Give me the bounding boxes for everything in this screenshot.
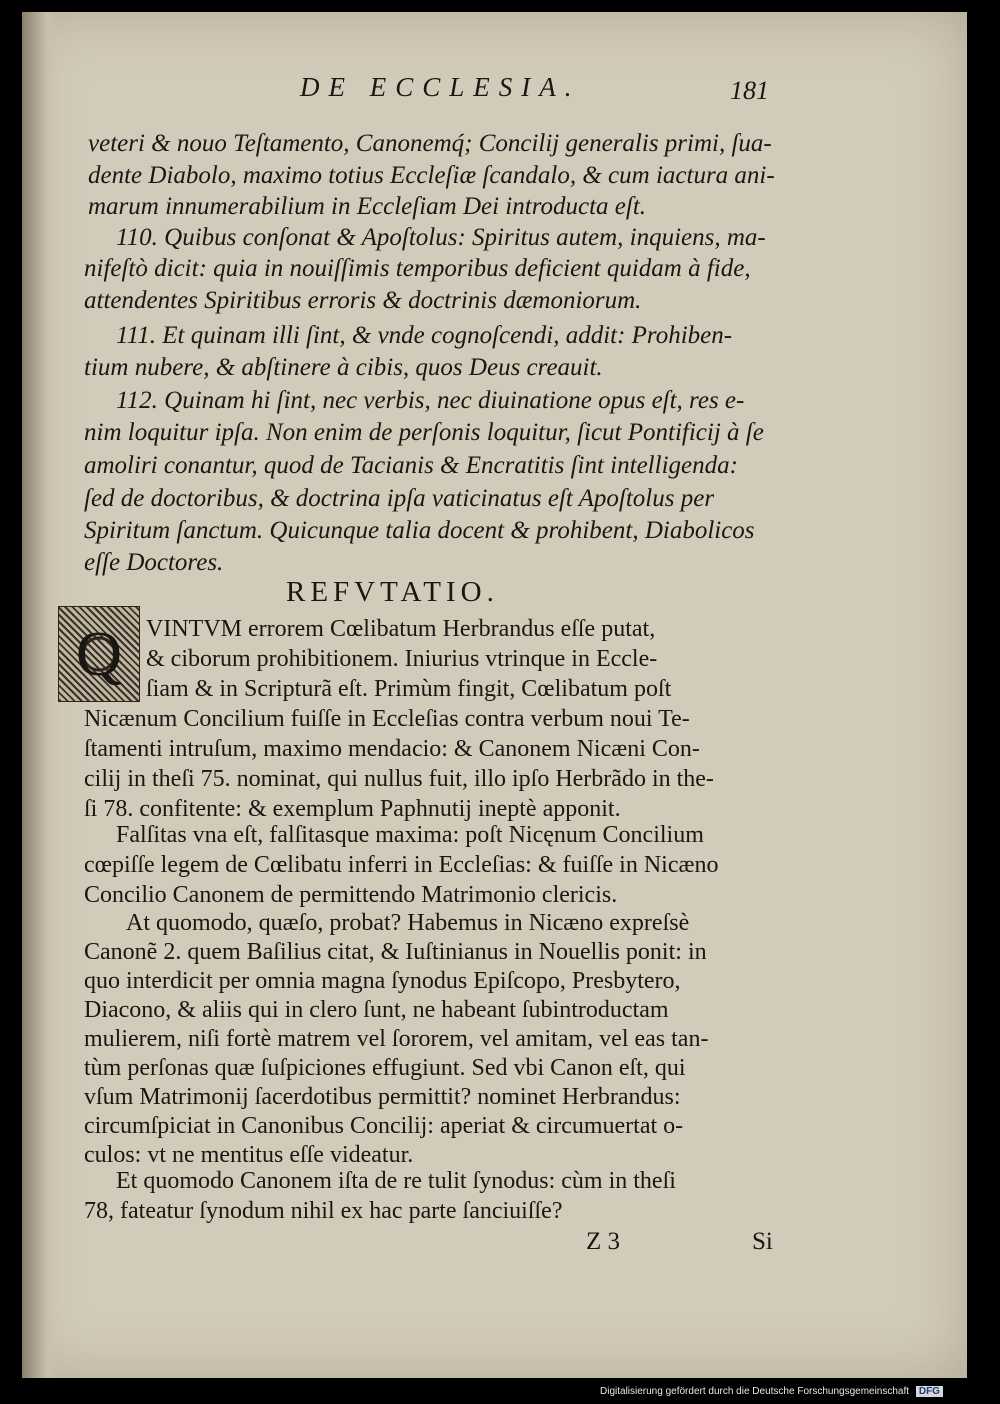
thesis-line: tium nubere, & abſtinere à cibis, quos Deus creauit. <box>84 354 603 381</box>
body-line: Falſitas vna eſt, falſitasque maxima: poſt Nicęnum Concilium <box>116 822 704 848</box>
body-line: & ciborum prohibitionem. Iniurius vtrinque in Eccle- <box>146 646 658 672</box>
body-line: ſtamenti intruſum, maximo mendacio: & Canonem Nicæni Con- <box>84 736 700 762</box>
thesis-line: amoliri conantur, quod de Tacianis & Encratitis ſint intelligenda: <box>84 452 738 479</box>
thesis-line: marum innumerabilium in Eccleſiam Dei introducta eſt. <box>88 193 647 220</box>
thesis-line: eſſe Doctores. <box>84 549 224 576</box>
body-line: Diacono, & aliis qui in clero ſunt, ne habeant ſubintroductam <box>84 997 669 1023</box>
thesis-line: nifeſtò dicit: quia in nouiſſimis temporibus deficient quidam à fide, <box>84 255 751 282</box>
body-line: cilij in theſi 75. nominat, qui nullus fuit, illo ipſo Herbrãdo in the- <box>84 766 714 792</box>
thesis-line: Spiritum ſanctum. Quicunque talia docent & prohibent, Diabolicos <box>84 517 755 544</box>
body-line: 78, fateatur ſynodum nihil ex hac parte ſanciuiſſe? <box>84 1198 563 1224</box>
thesis-line: 112. Quinam hi ſint, nec verbis, nec diuinatione opus eſt, res e- <box>116 387 745 414</box>
body-line: Canonẽ 2. quem Baſilius citat, & Iuſtinianus in Nouellis ponit: in <box>84 939 707 965</box>
thesis-line: dente Diabolo, maximo totius Eccleſiæ ſcandalo, & cum iactura ani- <box>88 162 775 189</box>
signature-mark: Z 3 <box>586 1228 621 1255</box>
body-line: Et quomodo Canonem iſta de re tulit ſynodus: cùm in theſi <box>116 1168 676 1194</box>
body-line: mulierem, niſi fortè matrem vel ſororem, vel amitam, vel eas tan- <box>84 1026 709 1052</box>
section-heading: REFVTATIO. <box>286 576 499 608</box>
thesis-line: ſed de doctoribus, & doctrina ipſa vaticinatus eſt Apoſtolus per <box>84 485 715 512</box>
dfg-logo-icon: DFG <box>916 1386 943 1397</box>
decorated-initial <box>58 606 140 702</box>
body-line: Concilio Canonem de permittendo Matrimonio clericis. <box>84 882 618 908</box>
page-spine-shadow <box>22 12 58 1378</box>
body-line: cœpiſſe legem de Cœlibatu inferri in Eccleſias: & fuiſſe in Nicæno <box>84 852 719 878</box>
page-number: 181 <box>730 76 769 105</box>
body-line: vſum Matrimonij ſacerdotibus permittit? nominet Herbrandus: <box>84 1084 681 1110</box>
thesis-line: 110. Quibus conſonat & Apoſtolus: Spiritus autem, inquiens, ma- <box>116 224 766 251</box>
initial-letter: Q <box>75 618 123 689</box>
catchword: Si <box>752 1228 773 1255</box>
body-line: ſi 78. confitente: & exemplum Paphnutij ineptè apponit. <box>84 796 621 822</box>
thesis-line: nim loquitur ipſa. Non enim de perſonis loquitur, ſicut Pontificij à ſe <box>84 419 764 446</box>
body-line: culos: vt ne mentitus eſſe videatur. <box>84 1142 414 1168</box>
body-line: At quomodo, quæſo, probat? Habemus in Nicæno expreſsè <box>126 910 690 936</box>
body-line: tùm perſonas quæ ſuſpiciones effugiunt. Sed vbi Canon eſt, qui <box>84 1055 686 1081</box>
body-line: quo interdicit per omnia magna ſynodus Epiſcopo, Presbytero, <box>84 968 681 994</box>
body-line: ſiam & in Scripturã eſt. Primùm fingit, Cœlibatum poſt <box>146 676 672 702</box>
thesis-line: attendentes Spiritibus erroris & doctrinis dæmoniorum. <box>84 287 642 314</box>
body-line: Nicænum Concilium fuiſſe in Eccleſias contra verbum noui Te- <box>84 706 690 732</box>
running-title: DE ECCLESIA. <box>300 72 581 102</box>
footer-text: Digitalisierung gefördert durch die Deutsche Forschungsgemeinschaft <box>600 1386 910 1397</box>
digitization-footer <box>600 1386 943 1397</box>
body-line: VINTVM errorem Cœlibatum Herbrandus eſſe putat, <box>146 616 656 642</box>
thesis-line: veteri & nouo Teſtamento, Canonemq́; Concilij generalis primi, ſua- <box>88 130 772 157</box>
thesis-line: 111. Et quinam illi ſint, & vnde cognoſcendi, addit: Prohiben- <box>116 322 733 349</box>
body-line: circumſpiciat in Canonibus Concilij: aperiat & circumuertat o- <box>84 1113 684 1139</box>
